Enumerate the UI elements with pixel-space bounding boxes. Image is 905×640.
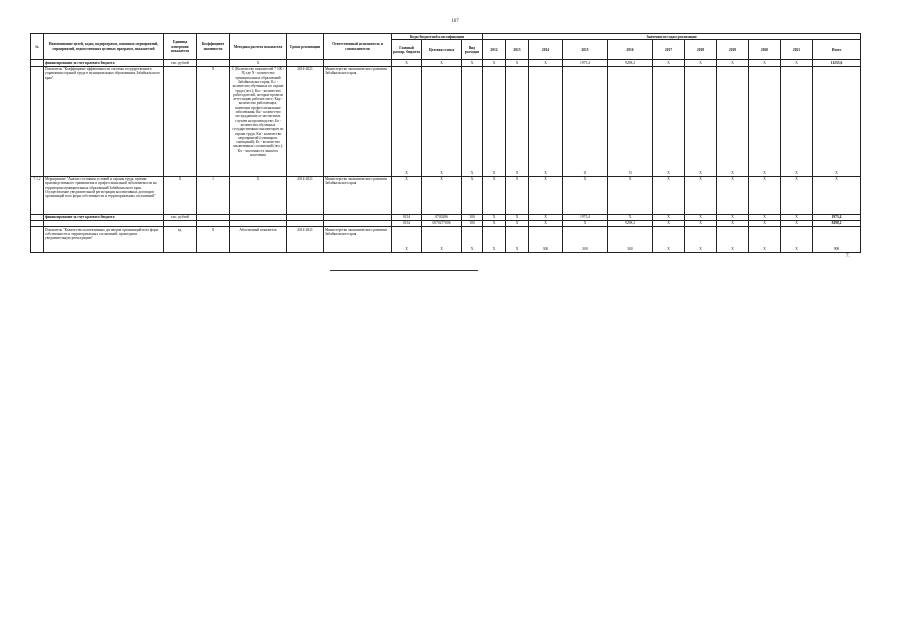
row-year-value: Х: [608, 214, 653, 220]
row-method: С (Количество показателей * 100 / N) где N - количество муниципальных образований Забайкальского края; К.с - количество обученных по охране труда (чел.); Кос - количество работодателей, которые провели аттестацию рабочих мест; Ккр - количество работающих, имеющих профессиональные заболевания; Кн - количество пострадавших от несчастных случаев на производстве; Бп - количество обученных государственных инспекторов по охране труда; Км - количество мероприятий (семинаров, совещаний); Кс - количество заключенных соглашений (чел.); Кч - численность занятого населения: [230, 66, 287, 176]
table-body: [31, 60, 861, 253]
row-year-value: Х: [749, 227, 781, 253]
row-year-value: 300: [608, 227, 653, 253]
header-year: 2013: [506, 40, 529, 60]
row-name: Мероприятие "Анализ состояния условий и охраны труда, причин производственного травматизма и профессиональной заболеваемости на территории муниципальных образований Забайкальского края. Осуществление уведомительной регистрации коллективных договоров организаций всех форм собственности и территориальных соглашений": [44, 176, 164, 214]
row-period: 2014-2021: [287, 227, 324, 253]
row-year-value: 1975,4: [563, 214, 608, 220]
header-name: Наименование целей, задач, подпрограмм, основных мероприятий, мероприятий, ведомственных целевых программ, показателей: [44, 34, 164, 60]
table-row: [31, 176, 861, 214]
header-values-by-year: Значения по годам реализации: [483, 34, 861, 40]
page-number: 167: [451, 19, 459, 24]
row-year-value: Х: [506, 176, 529, 214]
row-period: 2014-2021: [287, 176, 324, 214]
row-year-value: Х: [653, 176, 685, 214]
header-no: №: [31, 34, 44, 60]
row-unit: [164, 66, 197, 176]
row-year-value: Х: [685, 220, 717, 226]
header-coefficient: Коэффициент значимости: [197, 34, 230, 60]
row-responsible: Министерство экономического развития Забайкальского края: [324, 176, 392, 214]
row-year-value: Х: [653, 227, 685, 253]
row-year-value: Х: [781, 66, 813, 176]
row-year-value: Х: [717, 60, 749, 66]
row-year-value: Х: [685, 60, 717, 66]
row-year-value: 9298,2: [608, 220, 653, 226]
row-budget-code: Х: [422, 227, 462, 253]
row-responsible: Министерство экономического развития Забайкальского края: [324, 227, 392, 253]
table-header: [31, 34, 861, 60]
row-year-value: 9298,2: [608, 60, 653, 66]
row-year-value: Х: [483, 60, 506, 66]
row-year-value: Х: [781, 220, 813, 226]
row-coefficient: Х: [197, 66, 230, 176]
row-budget-code: 100: [462, 214, 483, 220]
row-number: [31, 227, 44, 253]
header-expense-type: Вид расходов: [462, 40, 483, 60]
row-name: Показатель "Количество коллективных договоров организаций всех форм собственности и территориальных соглашений, прошедших уведомительную регистрацию": [44, 227, 164, 253]
row-year-value: Х: [781, 176, 813, 214]
row-unit: ед.: [164, 227, 197, 253]
row-budget-code: Х: [462, 66, 483, 176]
row-budget-code: Х: [462, 227, 483, 253]
row-budget-code: Х: [422, 60, 462, 66]
row-name: Показатель "Коэффициент эффективности системы государственного управления охраной труда в муниципальных образованиях Забайкальского края": [44, 66, 164, 176]
row-year-value: Х: [529, 66, 563, 176]
row-budget-code: 0154: [392, 214, 422, 220]
row-year-value: Х: [685, 227, 717, 253]
table-row: [31, 227, 861, 253]
row-budget-code: 0070277006: [422, 220, 462, 226]
row-year-value: Х: [483, 227, 506, 253]
row-budget-code: 0740286: [422, 214, 462, 220]
row-year-value: Х: [717, 227, 749, 253]
header-year: 2016: [608, 40, 653, 60]
row-year-value: Х: [653, 60, 685, 66]
row-year-value: Х: [685, 176, 717, 214]
row-year-value: 300: [529, 227, 563, 253]
row-year-value: Х: [529, 214, 563, 220]
header-unit: Единица измерения показателя: [164, 34, 197, 60]
header-year: 2012: [483, 40, 506, 60]
row-budget-code: Х: [392, 66, 422, 176]
row-year-value: Х: [529, 220, 563, 226]
row-coefficient: 1: [197, 176, 230, 214]
row-year-value: Х: [685, 66, 717, 176]
header-grbs: Главный распор. бюджета: [392, 40, 422, 60]
row-year-value: Х: [563, 220, 608, 226]
row-budget-code: 0154: [392, 220, 422, 226]
header-method: Методика расчета показателя: [230, 34, 287, 60]
row-year-value: 1975,4: [563, 60, 608, 66]
row-year-value: Х: [506, 220, 529, 226]
row-unit: тыс. рублей: [164, 214, 197, 220]
table-row: [31, 66, 861, 176]
row-year-value: Х: [653, 214, 685, 220]
row-year-value: 11: [563, 66, 608, 176]
row-period: 2014-2021: [287, 66, 324, 176]
row-total: Х: [813, 66, 861, 176]
row-year-value: Х: [685, 214, 717, 220]
row-year-value: Х: [529, 60, 563, 66]
row-budget-code: Х: [392, 227, 422, 253]
header-year: 2015: [563, 40, 608, 60]
row-year-value: Х: [749, 220, 781, 226]
row-year-value: 300: [563, 227, 608, 253]
row-year-value: Х: [506, 227, 529, 253]
row-year-value: Х: [717, 66, 749, 176]
header-year: 2019: [717, 40, 749, 60]
row-year-value: Х: [749, 214, 781, 220]
row-budget-code: Х: [462, 176, 483, 214]
header-year: 2020: [749, 40, 781, 60]
row-budget-code: Х: [392, 176, 422, 214]
row-year-value: Х: [608, 176, 653, 214]
header-year: 2014: [529, 40, 563, 60]
row-year-value: Х: [506, 66, 529, 176]
program-indicators-table: [30, 33, 861, 253]
row-unit: тыс. рублей: [164, 60, 197, 66]
row-year-value: Х: [483, 66, 506, 176]
row-number: 7.1.2: [31, 176, 44, 214]
row-method: Х: [230, 176, 287, 214]
row-year-value: Х: [717, 214, 749, 220]
row-year-value: Х: [781, 214, 813, 220]
row-year-value: Х: [653, 220, 685, 226]
row-name: финансирование за счет краевого бюджета: [44, 60, 164, 66]
header-period: Сроки реализации: [287, 34, 324, 60]
row-total: 11253,6: [813, 60, 861, 66]
header-year: 2021: [781, 40, 813, 60]
row-total: 900: [813, 227, 861, 253]
header-year: 2018: [685, 40, 717, 60]
header-budget-codes: Коды бюджетной классификации: [392, 34, 483, 40]
row-year-value: 13: [608, 66, 653, 176]
header-total: Итого: [813, 40, 861, 60]
row-total: Х: [813, 176, 861, 214]
row-budget-code: Х: [462, 60, 483, 66]
row-number: [31, 66, 44, 176]
row-year-value: Х: [529, 176, 563, 214]
signature-line: [330, 270, 478, 271]
row-total: 1975,4: [813, 214, 861, 220]
row-unit: Х: [164, 176, 197, 214]
row-year-value: Х: [483, 220, 506, 226]
row-coefficient: Х: [197, 227, 230, 253]
row-year-value: Х: [653, 66, 685, 176]
row-method: Х: [230, 60, 287, 66]
row-budget-code: Х: [422, 176, 462, 214]
row-year-value: Х: [781, 60, 813, 66]
row-year-value: Х: [749, 60, 781, 66]
row-total: 9298,2: [813, 220, 861, 226]
row-year-value: Х: [749, 176, 781, 214]
row-budget-code: Х: [392, 60, 422, 66]
header-target-article: Целевая статья: [422, 40, 462, 60]
row-year-value: Х: [781, 227, 813, 253]
header-year: 2017: [653, 40, 685, 60]
header-responsible: Ответственный исполнитель и соисполнители: [324, 34, 392, 60]
row-year-value: Х: [749, 66, 781, 176]
row-budget-code: 100: [462, 220, 483, 226]
row-method: Абсолютный показатель: [230, 227, 287, 253]
row-year-value: Х: [506, 214, 529, 220]
row-year-value: Х: [563, 176, 608, 214]
row-year-value: Х: [717, 176, 749, 214]
row-year-value: Х: [506, 60, 529, 66]
row-year-value: Х: [483, 176, 506, 214]
row-responsible: Министерство экономического развития Забайкальского края: [324, 66, 392, 176]
row-year-value: Х: [483, 214, 506, 220]
row-year-value: Х: [717, 220, 749, 226]
corner-mark: 7.: [846, 254, 850, 259]
row-name: финансирование за счет краевого бюджета: [44, 214, 164, 220]
row-budget-code: Х: [422, 66, 462, 176]
